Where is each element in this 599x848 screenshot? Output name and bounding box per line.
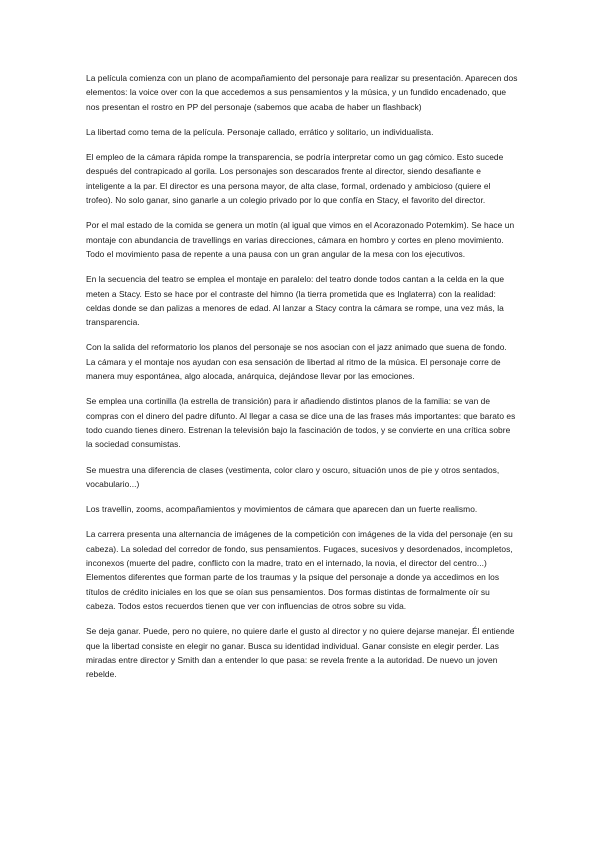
paragraph-cortinilla: Se emplea una cortinilla (la estrella de transición) para ir añadiendo distintos planos de la familia: se van de compras con el dinero del padre difunto. Al llegar a casa se dice una de las frases más importantes: que barato es todo cuando tienes dinero. Estrenan la televisión bajo la fascinación de todos, y se convierte en una crítica sobre la sociedad consumistas. [86,396,516,450]
paragraph-motin: Por el mal estado de la comida se genera un motín (al igual que vimos en el Acorazonado Potemkim). Se hace un montaje con abundancia de travellings en varias direcciones, cámara en hombro y cortes en pleno movimiento. Todo el movimiento pasa de repente a una pausa con un gran angular de la mesa con los ejecutivos. [86,220,515,259]
paragraph-clases: Se muestra una diferencia de clases (vestimenta, color claro y oscuro, situación unos de pie y otros sentados, vocabulario...) [86,464,500,489]
paragraph-reformatorio: Con la salida del reformatorio los planos del personaje se nos asocian con el jazz animado que suena de fondo. La cámara y el montaje nos ayudan con esa sensación de libertad al ritmo de la música. El personaje corre de manera muy espontánea, algo alocada, anárquica, dejándose llevar por las emociones. [86,342,507,382]
paragraph-final: Se deja ganar. Puede, pero no quiere, no quiere darle el gusto al director y no quiere dejarse manejar. Él entiende que la libertad consiste en elegir no ganar. Busca su identidad individual. Ganar consiste en elegir perder. Las miradas entre director y Smith dan a entender lo que pasa: se revela frente a la autoridad. De nuevo un joven rebelde. [86,626,515,680]
paragraph-intro: La película comienza con un plano de acompañamiento del personaje para realizar su presentación. Aparecen dos elementos: la voice over con la que accedemos a sus pensamientos y la música, y un fundido encadenado, que nos presentan el rostro en PP del personaje (sabemos que acaba de haber un flashback) [86,73,518,112]
paragraph-camara-rapida: El empleo de la cámara rápida rompe la transparencia, se podría interpretar como un gag cómico. Esto sucede después del contrapicado al gorila. Los personajes son descarados frente al director, siendo desafiante e inteligente a la par. El director es una persona mayor, de alta clase, formal, ordenado y ambicioso (quiere el trofeo). No solo ganar, sino ganarle a un colegio privado por lo que confía en Stacy, el favorito del director. [86,152,504,206]
document-body [86,71,518,692]
paragraph-teatro: En la secuencia del teatro se emplea el montaje en paralelo: del teatro donde todos cantan a la celda en la que meten a Stacy. Esto se hace por el contraste del himno (la tierra prometida que es Inglaterra) con la realidad: celdas donde se dan palizas a menores de edad. Al lanzar a Stacy contra la cámara se rompe, una vez más, la transparencia. [86,274,505,328]
paragraph-realismo: Los travellin, zooms, acompañamientos y movimientos de cámara que aparecen dan un fuerte realismo. [86,504,478,515]
paragraph-carrera: La carrera presenta una alternancia de imágenes de la competición con imágenes de la vida del personaje (en su cabeza). La soledad del corredor de fondo, sus pensamientos. Fugaces, sucesivos y desordenados, incompletos, inconexos (muerte del padre, conflicto con la madre, trato en el internado, la novia, el director del centro...) Elementos diferentes que forman parte de los traumas y la psique del personaje a donde ya accedimos en los títulos de crédito iniciales en los que se oían sus pensamientos. Dos formas distintas de formalmente oír su cabeza. Todos estos recuerdos tienen que ver con influencias de otros sobre su vida. [86,529,513,611]
paragraph-libertad: La libertad como tema de la película. Personaje callado, errático y solitario, un individualista. [86,126,434,137]
